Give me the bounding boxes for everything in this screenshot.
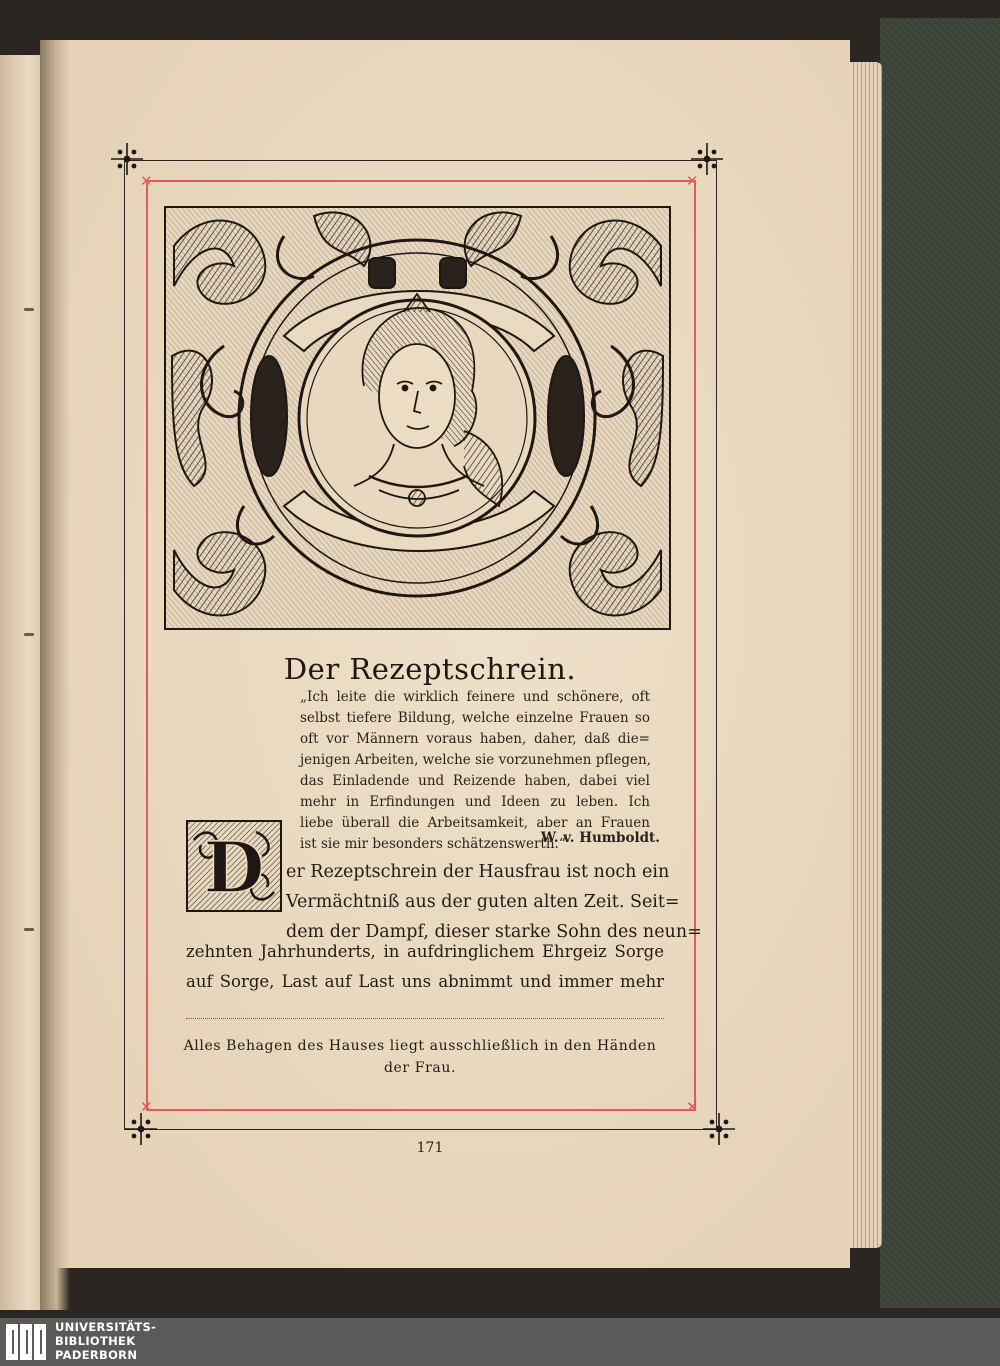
dotted-rule bbox=[186, 1018, 664, 1019]
library-name bbox=[55, 1320, 156, 1362]
library-name-line: BIBLIOTHEK bbox=[55, 1334, 136, 1348]
epigraph-line: liebe überall die Arbeitsamkeit, aber an Frauen bbox=[300, 815, 650, 831]
footer-line: der Frau. bbox=[383, 1060, 456, 1076]
woman-portrait-engraving bbox=[164, 206, 671, 630]
body-line: er Rezeptschrein der Hausfrau ist noch ein bbox=[286, 862, 670, 882]
body-line: dem der Dampf, dieser starke Sohn des neun= bbox=[286, 922, 702, 942]
epigraph-line: selbst tiefere Bildung, welche einzelne Frauen so bbox=[300, 710, 650, 726]
red-corner-x-icon: ✕ bbox=[686, 1098, 699, 1116]
library-name-line: UNIVERSITÄTS- bbox=[55, 1320, 157, 1334]
body-line: zehnten Jahrhunderts, in aufdringlichem Ehrgeiz Sorge bbox=[186, 942, 664, 961]
epigraph-line: ist sie mir besonders schätzenswerth.“ bbox=[300, 836, 566, 852]
epigraph-line: oft vor Männern voraus haben, daher, daß die= bbox=[300, 731, 650, 747]
dropcap-initial bbox=[186, 820, 282, 912]
epigraph-line: „Ich leite die wirklich feinere und schönere, oft bbox=[300, 689, 650, 705]
book-cover bbox=[880, 18, 1000, 1308]
body-line: Vermächtniß aus der guten alten Zeit. Seit= bbox=[286, 892, 680, 912]
binding-stitch bbox=[24, 308, 34, 311]
epigraph-line: jenigen Arbeiten, welche sie vorzunehmen pflegen, bbox=[300, 752, 651, 768]
book-gutter bbox=[40, 40, 70, 1310]
cross-ornament-icon bbox=[122, 1110, 160, 1148]
red-corner-x-icon: ✕ bbox=[140, 1098, 153, 1116]
epigraph-line: mehr in Erfindungen und Ideen zu leben. Ich bbox=[300, 794, 650, 810]
ub-paderborn-logo-icon bbox=[4, 1320, 50, 1364]
page-number: 171 bbox=[416, 1140, 444, 1156]
cross-ornament-icon bbox=[688, 140, 726, 178]
binding-stitch bbox=[24, 928, 34, 931]
body-line: auf Sorge, Last auf Last uns abnimmt und immer mehr bbox=[186, 972, 664, 991]
library-name-line: PADERBORN bbox=[55, 1348, 138, 1362]
dropcap-letter: D bbox=[203, 826, 265, 909]
page-title: Der Rezeptschrein. bbox=[283, 652, 577, 686]
red-corner-x-icon: ✕ bbox=[686, 172, 699, 190]
binding-stitch bbox=[24, 633, 34, 636]
epigraph-line: das Einladende und Reizende haben, dabei viel bbox=[300, 773, 650, 789]
red-corner-x-icon: ✕ bbox=[140, 172, 153, 190]
epigraph-attribution: W. v. Humboldt. bbox=[540, 830, 660, 846]
cross-ornament-icon bbox=[700, 1110, 738, 1148]
footer-line: Alles Behagen des Hauses liegt ausschließlich in den Händen bbox=[183, 1038, 657, 1054]
cross-ornament-icon bbox=[108, 140, 146, 178]
